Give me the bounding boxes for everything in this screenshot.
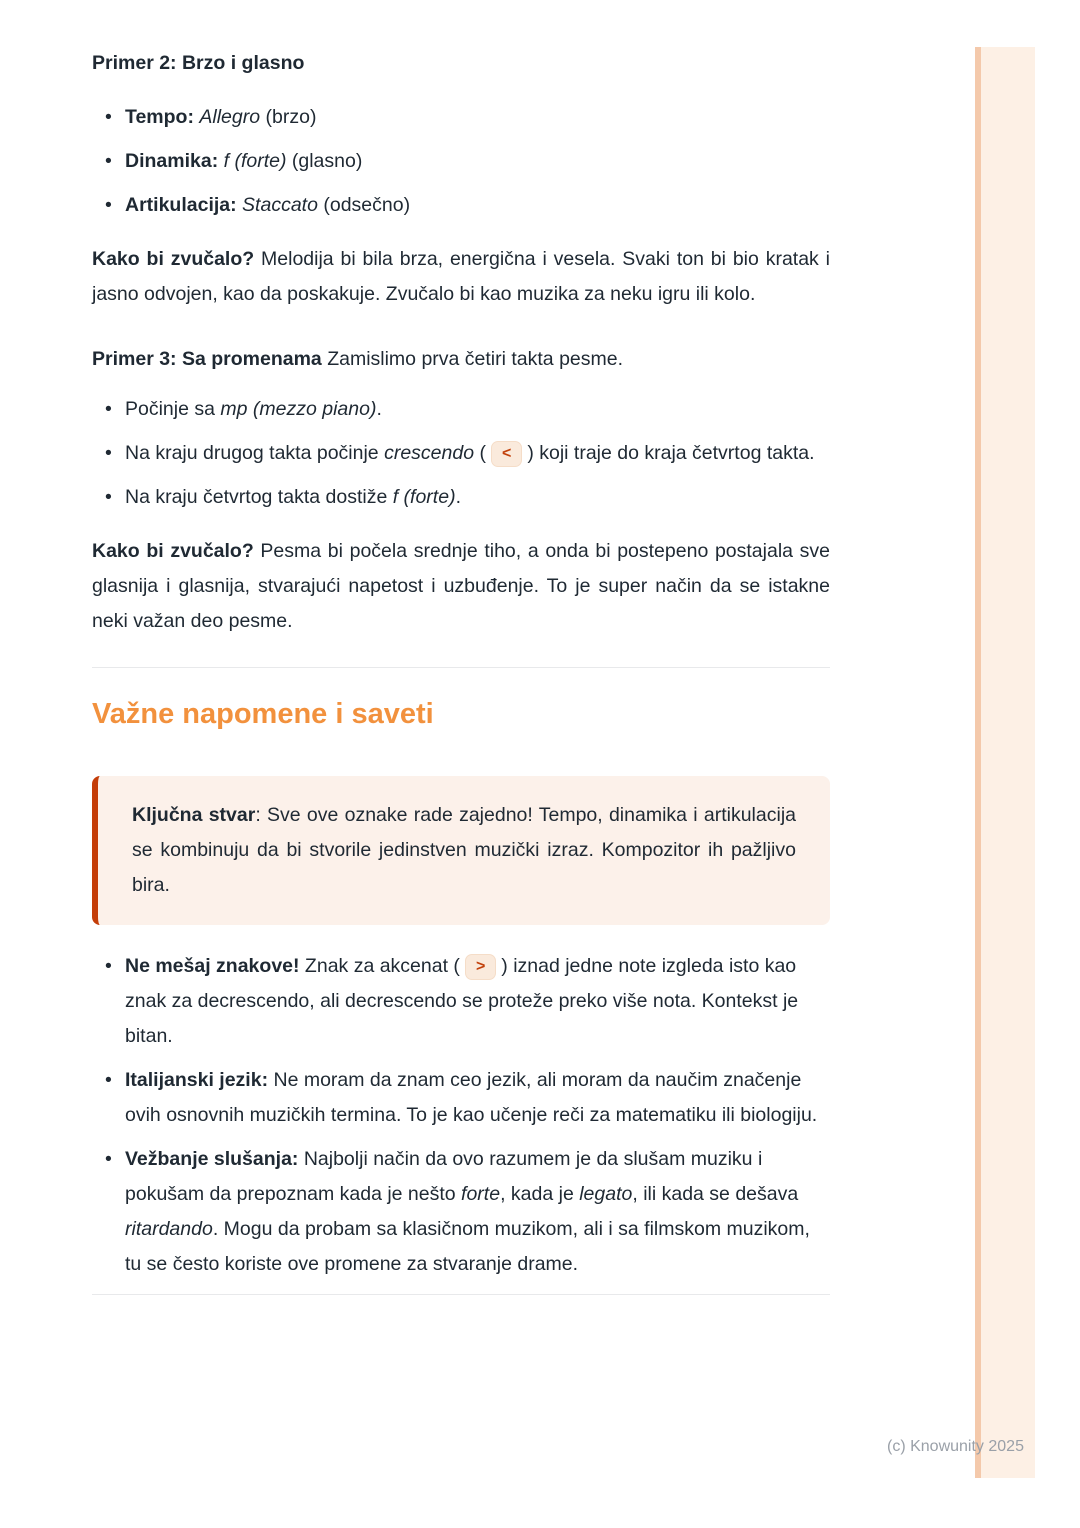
key-point-callout: [92, 776, 830, 925]
primer3-heading: [92, 342, 830, 377]
copyright-footer: (c) Knowunity 2025: [887, 1438, 1024, 1455]
bullet-text: Najbolji način da ovo razumem je da slušam muziku i pokušam da prepoznam kada je nešto: [125, 1148, 763, 1205]
bullet-label: Dinamika:: [125, 150, 219, 172]
bullet-note: (odsečno): [323, 194, 411, 216]
bullet-text: Počinje sa: [125, 398, 215, 420]
primer2-how-paragraph: [92, 242, 830, 312]
how-text: Melodija bi bila brza, energična i vesela. Svaki ton bi bio kratak i jasno odvojen, kao da poskakuje. Zvučalo bi kao muzika za neku igru ili kolo.: [92, 248, 830, 305]
primer3-heading-bold: Primer 3: Sa promenama: [92, 348, 322, 370]
list-item: [105, 144, 830, 179]
list-item: [105, 100, 830, 135]
term-italic: f (forte): [392, 486, 456, 508]
list-item: [105, 188, 830, 223]
term-italic: ritardando: [125, 1218, 213, 1240]
primer3-how-paragraph: [92, 534, 830, 639]
bullet-text: , ili kada se dešava: [632, 1183, 799, 1205]
bullet-text: Na kraju drugog takta počinje: [125, 442, 379, 464]
bullet-note: (brzo): [265, 106, 317, 128]
term-italic: Allegro: [199, 106, 261, 128]
primer3-list: [92, 392, 830, 515]
bullet-text: .: [376, 398, 382, 420]
accent-symbol-badge: >: [465, 954, 496, 980]
term-italic: crescendo: [384, 442, 475, 464]
list-item: [105, 1142, 830, 1282]
bullet-label: Artikulacija:: [125, 194, 237, 216]
list-item: [105, 392, 830, 427]
list-item: [105, 436, 830, 471]
bullet-text: . Mogu da probam sa klasičnom muzikom, ali i sa filmskom muzikom, tu se često koriste ove promene za stvaranje drame.: [125, 1218, 810, 1275]
bullet-text: Znak za akcenat (: [299, 955, 460, 977]
term-italic: mp (mezzo piano): [220, 398, 377, 420]
list-item: [105, 1063, 830, 1133]
primer2-heading: Primer 2: Brzo i glasno: [92, 52, 305, 74]
bullet-text: .: [455, 486, 461, 508]
bullet-text: (: [474, 442, 486, 464]
bullet-label: Vežbanje slušanja:: [125, 1148, 299, 1170]
callout-label: Ključna stvar: [132, 804, 256, 826]
bullet-text: ) iznad jedne note izgleda isto kao znak za decrescendo, ali decrescendo se proteže preko više nota. Kontekst je bitan.: [125, 955, 799, 1047]
term-italic: f (forte): [223, 150, 287, 172]
notes-list: [92, 949, 830, 1282]
divider: [92, 667, 830, 668]
primer2-list: [92, 100, 830, 223]
term-italic: legato: [579, 1183, 633, 1205]
bullet-text: ) koji traje do kraja četvrtog takta.: [527, 442, 815, 464]
how-text: Pesma bi počela srednje tiho, a onda bi postepeno postajala sve glasnija i glasnija, stvarajući napetost i uzbuđenje. To je super način da se istakne neki važan deo pesme.: [92, 540, 830, 632]
primer3-heading-rest: Zamislimo prva četiri takta pesme.: [327, 348, 624, 370]
how-label: Kako bi zvučalo?: [92, 540, 254, 562]
how-label: Kako bi zvučalo?: [92, 248, 255, 270]
bullet-text: Ne moram da znam ceo jezik, ali moram da naučim značenje ovih osnovnih muzičkih termina. To je kao učenje reči za matematiku ili biologiju.: [125, 1069, 818, 1126]
list-item: [105, 949, 830, 1054]
page-edge-accent-panel: [981, 47, 1035, 1478]
bullet-text: Na kraju četvrtog takta dostiže: [125, 486, 388, 508]
bullet-label: Tempo:: [125, 106, 194, 128]
bullet-text: , kada je: [500, 1183, 580, 1205]
callout-text: : Sve ove oznake rade zajedno! Tempo, dinamika i artikulacija se kombinuju da bi stvorile jedinstven muzički izraz. Kompozitor ih pažljivo bira.: [132, 804, 796, 896]
section-heading: Važne napomene i saveti: [92, 698, 434, 730]
crescendo-symbol-badge: <: [491, 441, 522, 467]
bullet-note: (glasno): [291, 150, 363, 172]
document-page: [92, 50, 830, 1295]
term-italic: forte: [461, 1183, 501, 1205]
bullet-label: Italijanski jezik:: [125, 1069, 269, 1091]
divider: [92, 1294, 830, 1295]
term-italic: Staccato: [242, 194, 318, 216]
list-item: [105, 480, 830, 515]
bullet-label: Ne mešaj znakove!: [125, 955, 300, 977]
